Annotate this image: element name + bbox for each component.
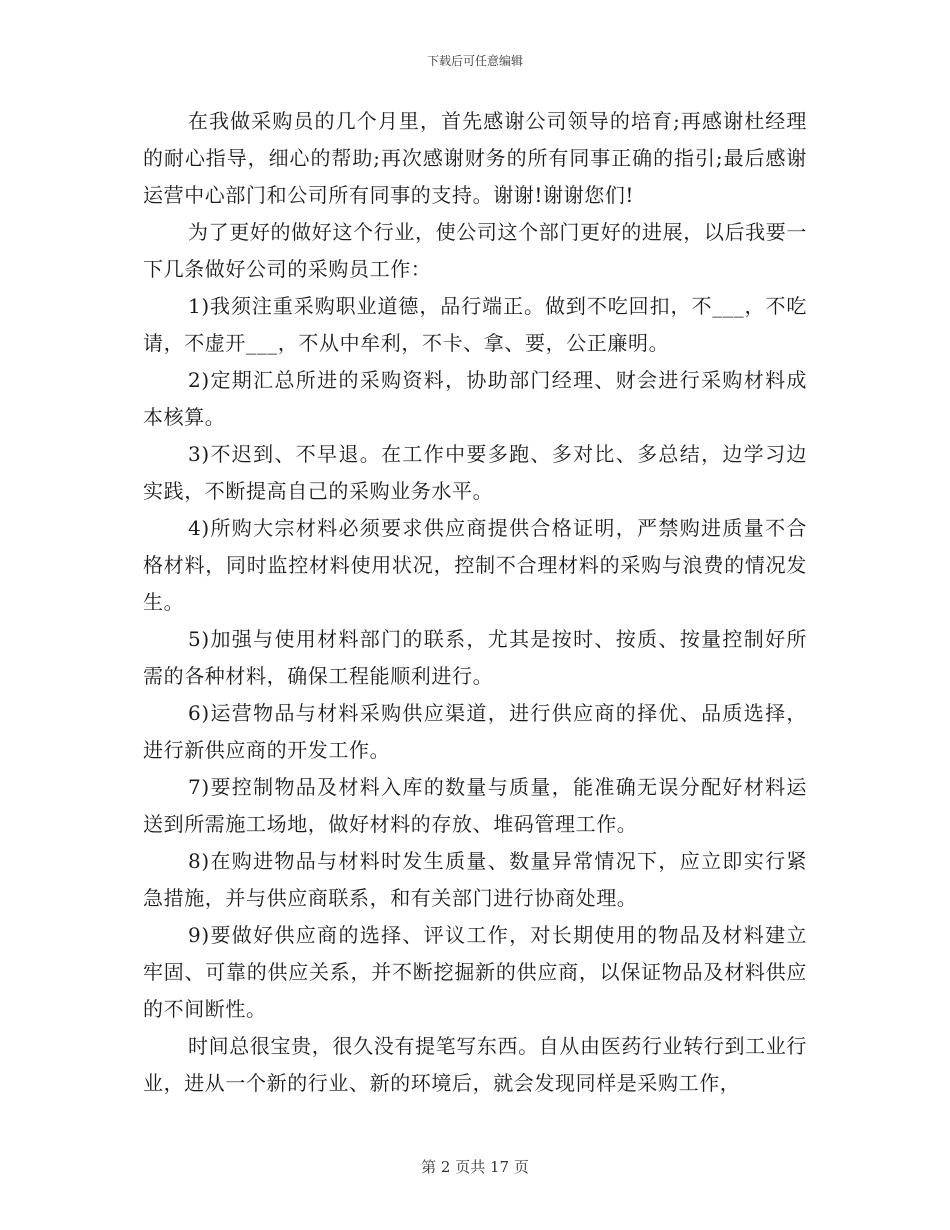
list-item-6: 6)运营物品与材料采购供应渠道，进行供应商的择优、品质选择，进行新供应商的开发工作。 xyxy=(143,701,807,762)
list-item-9: 9)要做好供应商的选择、评议工作，对长期使用的物品及材料建立牢固、可靠的供应关系，并不断挖掘新的供应商，以保证物品及材料供应的不间断性。 xyxy=(143,923,807,1021)
list-item-7: 7)要控制物品及材料入库的数量与质量，能准确无误分配好材料运送到所需施工场地，做好材料的存放、堆码管理工作。 xyxy=(143,775,807,836)
paragraph-intro-thanks: 在我做采购员的几个月里，首先感谢公司领导的培育;再感谢杜经理的耐心指导，细心的帮助;再次感谢财务的所有同事正确的指引;最后感谢运营中心部门和公司所有同事的支持。谢谢!谢谢您们! xyxy=(143,109,807,207)
list-item-1: 1)我须注重采购职业道德，品行端正。做到不吃回扣，不___，不吃请，不虚开___，不从中牟利，不卡、拿、要，公正廉明。 xyxy=(143,294,807,355)
page-footer: 第 2 页共 17 页 xyxy=(421,1158,529,1176)
page-header: 下载后可任意编辑 xyxy=(426,54,523,68)
document-body xyxy=(143,103,807,1102)
list-item-4: 4)所购大宗材料必须要求供应商提供合格证明，严禁购进质量不合格材料，同时监控材料使用状况，控制不合理材料的采购与浪费的情况发生。 xyxy=(143,516,807,614)
list-item-3: 3)不迟到、不早退。在工作中要多跑、多对比、多总结，边学习边实践，不断提高自己的采购业务水平。 xyxy=(143,442,807,503)
list-item-5: 5)加强与使用材料部门的联系，尤其是按时、按质、按量控制好所需的各种材料，确保工程能顺利进行。 xyxy=(143,627,807,688)
paragraph-intro-plan: 为了更好的做好这个行业，使公司这个部门更好的进展，以后我要一下几条做好公司的采购员工作： xyxy=(143,220,807,281)
list-item-2: 2)定期汇总所进的采购资料，协助部门经理、财会进行采购材料成本核算。 xyxy=(143,368,807,429)
list-item-8: 8)在购进物品与材料时发生质量、数量异常情况下，应立即实行紧急措施，并与供应商联系，和有关部门进行协商处理。 xyxy=(143,849,807,910)
paragraph-closing: 时间总很宝贵，很久没有提笔写东西。自从由医药行业转行到工业行业，进从一个新的行业、新的环境后，就会发现同样是采购工作， xyxy=(143,1034,807,1095)
